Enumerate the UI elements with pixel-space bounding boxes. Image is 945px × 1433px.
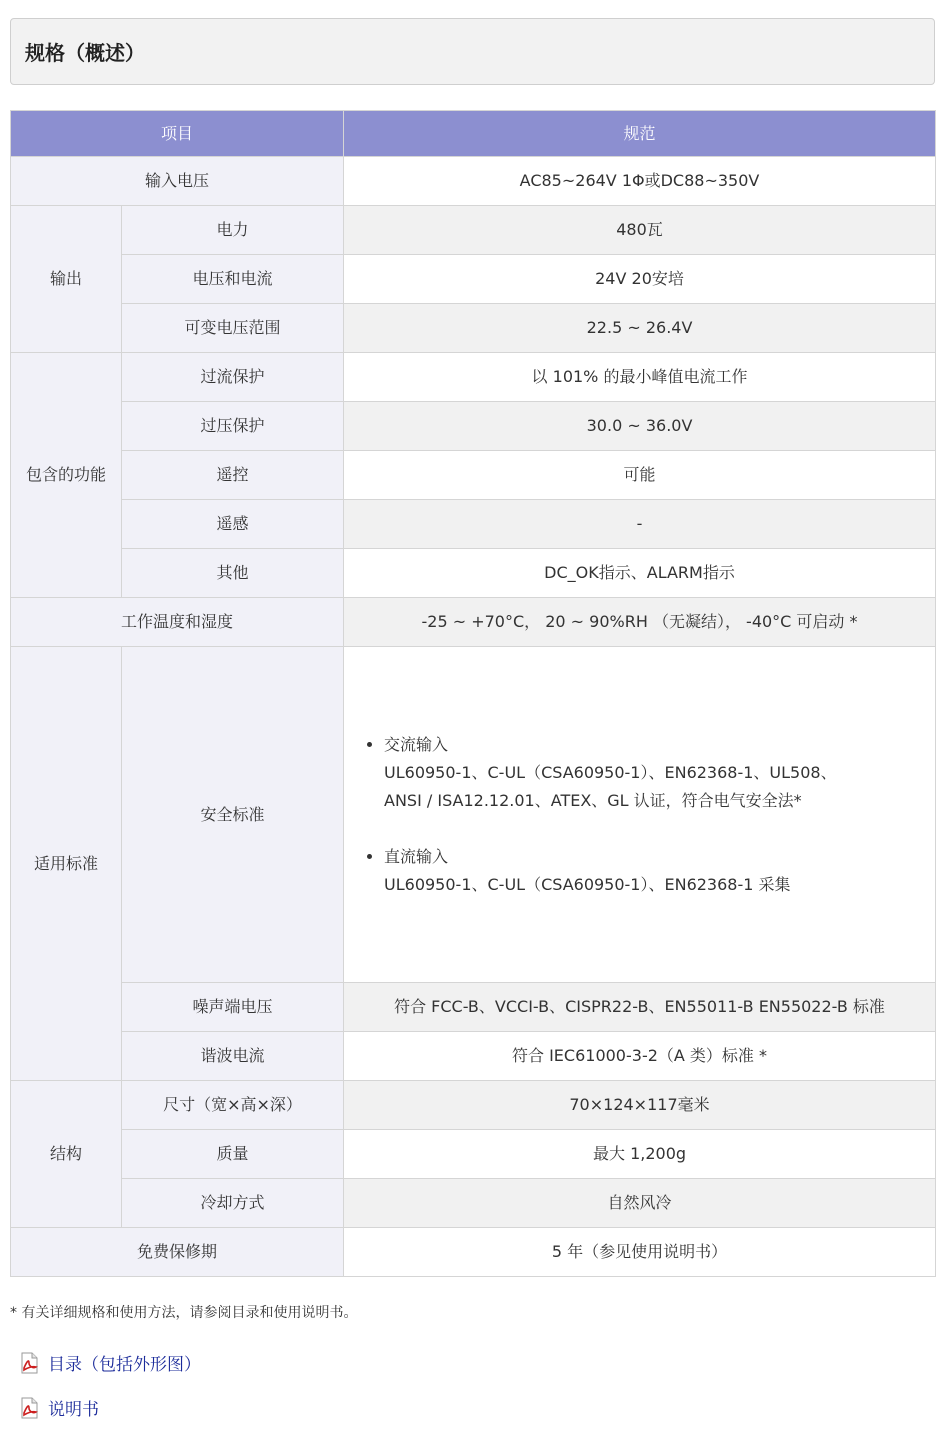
table-row [11,206,936,255]
table-row [11,1081,936,1130]
row-label-warranty: 免费保修期 [11,1228,344,1277]
catalog-link-label[interactable]: 目录（包括外形图） [48,1355,201,1375]
spec-table [10,110,936,1277]
table-row [11,647,936,983]
table-row [11,1032,936,1081]
row-label-environment: 工作温度和湿度 [11,598,344,647]
row-value-input-voltage: AC85~264V 1Φ或DC88~350V [344,157,936,206]
table-row [11,451,936,500]
row-label-cooling: 冷却方式 [122,1179,344,1228]
table-row [11,598,936,647]
row-value-cooling: 自然风冷 [344,1179,936,1228]
table-row [11,157,936,206]
row-value-warranty: 5 年（参见使用说明书） [344,1228,936,1277]
header-spec: 规范 [344,111,936,157]
ac-input-line-2: ANSI / ISA12.12.01、ATEX、GL 认证，符合电气安全法* [384,790,802,810]
row-value-power: 480瓦 [344,206,936,255]
header-item: 项目 [11,111,344,157]
section-title: 规格（概述） [10,18,935,85]
pdf-icon [18,1397,40,1419]
group-label-standards: 适用标准 [11,647,122,1081]
table-row [11,1179,936,1228]
list-item [384,731,919,815]
group-label-functions: 包含的功能 [11,353,122,598]
row-label-overvoltage: 过压保护 [122,402,344,451]
list-item [384,843,919,899]
table-row [11,353,936,402]
row-label-input-voltage: 输入电压 [11,157,344,206]
manual-link-label[interactable]: 说明书 [48,1400,99,1420]
table-row [11,983,936,1032]
group-label-output: 输出 [11,206,122,353]
row-label-remote-control: 遥控 [122,451,344,500]
row-label-variable-range: 可变电压范围 [122,304,344,353]
safety-standards-list [384,731,919,899]
table-row [11,402,936,451]
row-label-remote-sense: 遥感 [122,500,344,549]
manual-link[interactable] [18,1395,99,1420]
row-value-other: DC_OK指示、ALARM指示 [344,549,936,598]
dc-input-title: • 直流输入 [384,846,449,866]
row-value-mass: 最大 1,200g [344,1130,936,1179]
row-value-overvoltage: 30.0 ~ 36.0V [344,402,936,451]
row-value-remote-control: 可能 [344,451,936,500]
table-row [11,304,936,353]
row-value-remote-sense: - [344,500,936,549]
row-value-safety [344,647,936,983]
row-label-power: 电力 [122,206,344,255]
row-value-variable-range: 22.5 ~ 26.4V [344,304,936,353]
row-label-voltage-current: 电压和电流 [122,255,344,304]
row-label-safety: 安全标准 [122,647,344,983]
table-header-row [11,111,936,157]
group-label-structure: 结构 [11,1081,122,1228]
table-row [11,1130,936,1179]
row-value-voltage-current: 24V 20安培 [344,255,936,304]
footnote: * 有关详细规格和使用方法，请参阅目录和使用说明书。 [10,1305,358,1321]
table-row [11,500,936,549]
row-label-overcurrent: 过流保护 [122,353,344,402]
catalog-link[interactable] [18,1350,201,1375]
ac-input-title: • 交流输入 [384,734,449,754]
row-value-noise: 符合 FCC-B、VCCI-B、CISPR22-B、EN55011-B EN55022-B 标准 [344,983,936,1032]
pdf-icon [18,1352,40,1374]
row-value-dimensions: 70×124×117毫米 [344,1081,936,1130]
dc-input-line-1: UL60950-1、C-UL（CSA60950-1）、EN62368-1 采集 [384,874,791,894]
row-value-overcurrent: 以 101% 的最小峰值电流工作 [344,353,936,402]
table-row [11,549,936,598]
row-label-noise: 噪声端电压 [122,983,344,1032]
row-label-other: 其他 [122,549,344,598]
row-value-harmonic: 符合 IEC61000-3-2（A 类）标准 * [344,1032,936,1081]
row-value-environment: -25 ~ +70°C， 20 ~ 90%RH （无凝结）， -40°C 可启动 * [344,598,936,647]
row-label-dimensions: 尺寸（宽×高×深） [122,1081,344,1130]
row-label-mass: 质量 [122,1130,344,1179]
table-row [11,1228,936,1277]
row-label-harmonic: 谐波电流 [122,1032,344,1081]
table-row [11,255,936,304]
ac-input-line-1: UL60950-1、C-UL（CSA60950-1）、EN62368-1、UL508、 [384,762,837,782]
